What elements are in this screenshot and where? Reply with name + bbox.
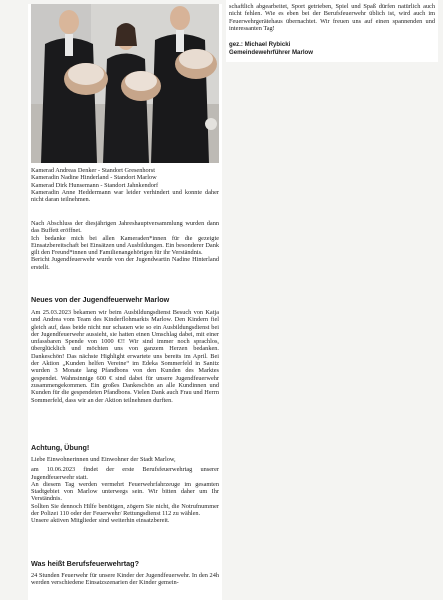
- paragraph: Unsere aktiven Mitglieder sind weiterhin einsatzbereit.: [31, 517, 170, 525]
- paragraph: am 10.06.2023 findet der erste Berufsfeuerwehrtag unserer Jugendfeuerwehr statt.: [31, 466, 219, 481]
- paragraph: Am 25.03.2023 bekamen wir beim Ausbildungsdienst Besuch von Katja und Andrea vom Team des Kinderflohmarkts Marlow. Den Kindern fiel gleich auf, dass beide nicht nur schauen wie so ein Ausbildungsdienst bei der Jugendfeuerwehr aussieht, sie hatten einen Umschlag dabei, mit einer unfassbaren Spende von 1000 €!! Wir sind immer noch sprachlos, überglücklich und möchten uns von ganzem Herzen bedanken. Dankeschön! Das nächste Highlight erwartete uns bereits im April. Bei der Aktion „Kunden helfen Vereine“ im Edeka Sommerfeld in Sanitz wurden 3 Monate lang Pfandbons von den Kunden des Marktes gespendet. Wahnsinnige 600 € sind dabei für unsere Jugendfeuerwehr zusammengekommen. Ein großes Dankeschön an alle Kundinnen und Kunden für die gespendeten Pfandbons. Vielen Dank auch Frau und Herrn Sommerfeld, dass wir an der Aktion teilnehmen durften.: [31, 309, 219, 404]
- caption-line: Kameradin Anne Heddermann war leider verhindert und konnte daher nicht daran teilnehmen.: [31, 188, 219, 204]
- heading-jugendfeuerwehr: Neues von der Jugendfeuerwehr Marlow: [31, 295, 170, 304]
- berufsfeuerwehrtag-text: [31, 572, 219, 587]
- caption-line: Kamerad Dirk Hunsemann - Standort Jahnkendorf: [31, 181, 159, 189]
- signature-name: gez.: Michael Rybicki: [229, 41, 291, 48]
- achtung-text: [31, 456, 219, 525]
- paragraph: Bericht Jugendfeuerwehr wurde von der Jugendwartin Nadine Hinterland erstellt.: [31, 256, 219, 271]
- heading-achtung: Achtung, Übung!: [31, 443, 90, 452]
- signature: [229, 41, 435, 56]
- caption-line: Kameradin Nadine Hinderland - Standort Marlow: [31, 174, 157, 182]
- signature-title: Gemeindewehrführer Marlow: [229, 48, 313, 56]
- photo-captions: [31, 167, 219, 203]
- heading-berufsfeuerwehrtag: Was heißt Berufsfeuerwehrtag?: [31, 559, 139, 568]
- paragraph: 24 Stunden Feuerwehr für unsere Kinder der Jugendfeuerwehr. In den 24h werden verschiedene Einsatzszenarien der Kinder gemein-: [31, 572, 219, 587]
- section-buffet: [31, 220, 219, 271]
- jugendfeuerwehr-text: [31, 309, 219, 404]
- paragraph: Nach Abschluss der diesjährigen Jahreshauptversammlung wurden dann das Buffett eröffnet.: [31, 220, 219, 235]
- paragraph: schaftlich abgearbeitet, Sport getrieben, Spiel und Spaß dürfen natürlich auch nicht fehlen. Wie es eben bei der Berufsfeuerwehr üblich ist, wird auch im Feuerwehrgerätehaus übernachtet. Wir freuen uns auf einen spannenden und interessanten Tag!: [229, 3, 435, 32]
- paragraph: Ich bedanke mich bei allen Kameraden*innen für die gezeigte Einsatzbereitschaft bei Einsätzen und Ausbildungen. Ein besonderer Dank gilt den Freund*innen und Familienangehörigen für ihr Verständnis.: [31, 234, 219, 257]
- right-column-text: [229, 3, 435, 32]
- group-photo: [31, 4, 219, 163]
- paragraph: Sollten Sie dennoch Hilfe benötigen, zögern Sie nicht, die Notrufnummer der Polizei 110 oder der Feuerwehr/ Rettungsdienst 112 zu wählen.: [31, 502, 219, 518]
- paragraph: An diesem Tag werden vermehrt Feuerwehrfahrzeuge im gesamten Stadtgebiet von Marlow unterwegs sein. Wir bitten daher um Ihr Verständnis.: [31, 480, 219, 503]
- paragraph: Liebe Einwohnerinnen und Einwohner der Stadt Marlow,: [31, 456, 176, 463]
- caption-line: Kamerad Andreas Denker - Standort Gresenhorst: [31, 167, 155, 174]
